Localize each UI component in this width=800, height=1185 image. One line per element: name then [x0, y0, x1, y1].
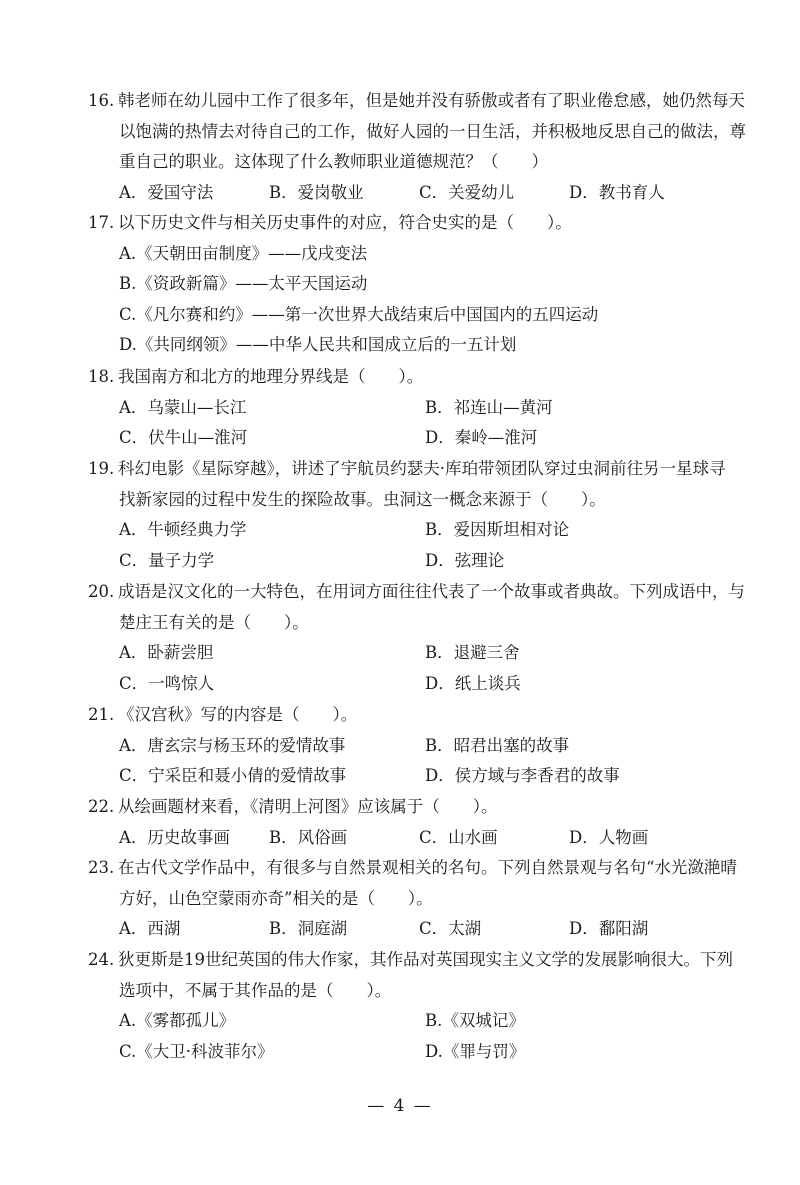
option-a: A．历史故事画 — [119, 827, 230, 847]
option-d: D．纸上谈兵 — [425, 673, 521, 693]
option-a: A.《天朝田亩制度》——戊戌变法 — [119, 243, 368, 263]
question-stem-line: 韩老师在幼儿园中工作了很多年，但是她并没有骄傲或者有了职业倦怠感，她仍然每天 — [118, 91, 745, 110]
question-stem-line: 重自己的职业。这体现了什么教师职业道德规范？（ ） — [119, 152, 548, 171]
question-23 — [88, 853, 768, 945]
question-stem-line: 成语是汉文化的一大特色，在用词方面往往代表了一个故事或者典故。下列成语中，与 — [118, 582, 745, 601]
option-a: A．爱国守法 — [119, 182, 214, 202]
option-b: B．洞庭湖 — [269, 919, 348, 938]
option-a: A．西湖 — [119, 919, 181, 938]
question-stem-line: 楚庄王有关的是（ ）。 — [119, 612, 309, 632]
question-stem-line: 科幻电影《星际穿越》，讲述了宇航员约瑟夫·库珀带领团队穿过虫洞前往另一星球寻 — [118, 459, 726, 478]
option-d: D．教书育人 — [569, 182, 665, 202]
options — [88, 393, 768, 454]
option-a: A.《雾都孤儿》 — [119, 1011, 236, 1030]
option-b: B．祁连山—黄河 — [425, 397, 553, 417]
option-c: C．量子力学 — [119, 550, 215, 570]
options — [88, 515, 768, 576]
question-stem-line: 在古代文学作品中，有很多与自然景观相关的名句。下列自然景观与名句“水光潋滟晴 — [118, 858, 737, 877]
option-b: B．风俗画 — [269, 827, 348, 847]
option-c: C．太湖 — [419, 919, 482, 938]
option-c: C．宁采臣和聂小倩的爱情故事 — [119, 766, 347, 785]
option-b: B．昭君出塞的故事 — [425, 735, 570, 755]
options — [88, 1006, 768, 1067]
option-a: A．牛顿经典力学 — [119, 520, 247, 539]
question-stem-line: 以下历史文件与相关历史事件的对应，符合史实的是（ ）。 — [118, 213, 572, 232]
question-stem-line: 选项中，不属于其作品的是（ ）。 — [119, 980, 392, 1000]
question-number: 20. — [88, 582, 115, 601]
page-number: — 4 — — [367, 1096, 433, 1116]
option-c: C．伏牛山—淮河 — [119, 428, 248, 447]
question-stem-line: 我国南方和北方的地理分界线是（ ）。 — [118, 367, 424, 386]
option-d: D．人物画 — [569, 827, 649, 847]
options — [88, 914, 768, 945]
question-16 — [88, 86, 768, 208]
question-stem-line: 从绘画题材来看，《清明上河图》应该属于（ ）。 — [118, 797, 498, 816]
question-number: 17. — [88, 213, 115, 232]
option-d: D．侯方域与李香君的故事 — [425, 766, 620, 785]
option-b: B.《资政新篇》——太平天国运动 — [119, 274, 368, 293]
option-d: D.《共同纲领》——中华人民共和国成立后的一五计划 — [119, 335, 517, 354]
question-stem-line: 找新家园的过程中发生的探险故事。虫洞这一概念来源于（ ）。 — [119, 489, 606, 509]
option-a: A．卧薪尝胆 — [119, 643, 214, 662]
options — [88, 731, 768, 792]
question-20 — [88, 577, 768, 699]
options — [88, 178, 768, 209]
question-number: 22. — [88, 797, 115, 816]
question-number: 19. — [88, 459, 115, 478]
option-b: B．爱岗敬业 — [269, 182, 364, 202]
option-d: D．弦理论 — [425, 550, 505, 570]
option-b: B．爱因斯坦相对论 — [425, 520, 570, 539]
option-b: B.《双城记》 — [425, 1011, 525, 1030]
option-a: A．唐玄宗与杨玉环的爱情故事 — [119, 735, 346, 755]
question-24 — [88, 945, 768, 1067]
question-18 — [88, 362, 768, 454]
option-a: A．乌蒙山—长江 — [119, 397, 247, 417]
options — [88, 239, 768, 361]
option-c: C．一鸣惊人 — [119, 673, 215, 693]
question-number: 18. — [88, 367, 115, 386]
option-d: D.《罪与罚》 — [425, 1041, 526, 1061]
question-17 — [88, 208, 768, 361]
question-stem-line: 《汉宫秋》写的内容是（ ）。 — [118, 705, 358, 724]
question-stem-line: 方好，山色空蒙雨亦奇”相关的是（ ）。 — [119, 888, 433, 908]
question-number: 16. — [88, 91, 115, 110]
question-stem-line: 以饱满的热情去对待自己的工作，做好人园的一日生活，并积极地反思自己的做法，尊 — [119, 121, 746, 141]
option-c: C.《凡尔赛和约》——第一次世界大战结束后中国国内的五四运动 — [119, 304, 599, 324]
option-d: D．鄱阳湖 — [569, 919, 649, 938]
options — [88, 823, 768, 854]
question-19 — [88, 454, 768, 576]
option-d: D．秦岭—淮河 — [425, 428, 538, 447]
option-c: C．山水画 — [419, 827, 498, 847]
question-22 — [88, 792, 768, 853]
question-number: 23. — [88, 858, 115, 877]
question-21 — [88, 700, 768, 792]
options — [88, 638, 768, 699]
question-number: 21. — [88, 705, 115, 724]
option-c: C.《大卫·科波菲尔》 — [119, 1041, 274, 1061]
option-c: C．关爱幼儿 — [419, 182, 515, 202]
option-b: B．退避三舍 — [425, 643, 520, 662]
question-stem-line: 狄更斯是19世纪英国的伟大作家，其作品对英国现实主义文学的发展影响很大。下列 — [118, 950, 733, 969]
question-number: 24. — [88, 950, 115, 969]
